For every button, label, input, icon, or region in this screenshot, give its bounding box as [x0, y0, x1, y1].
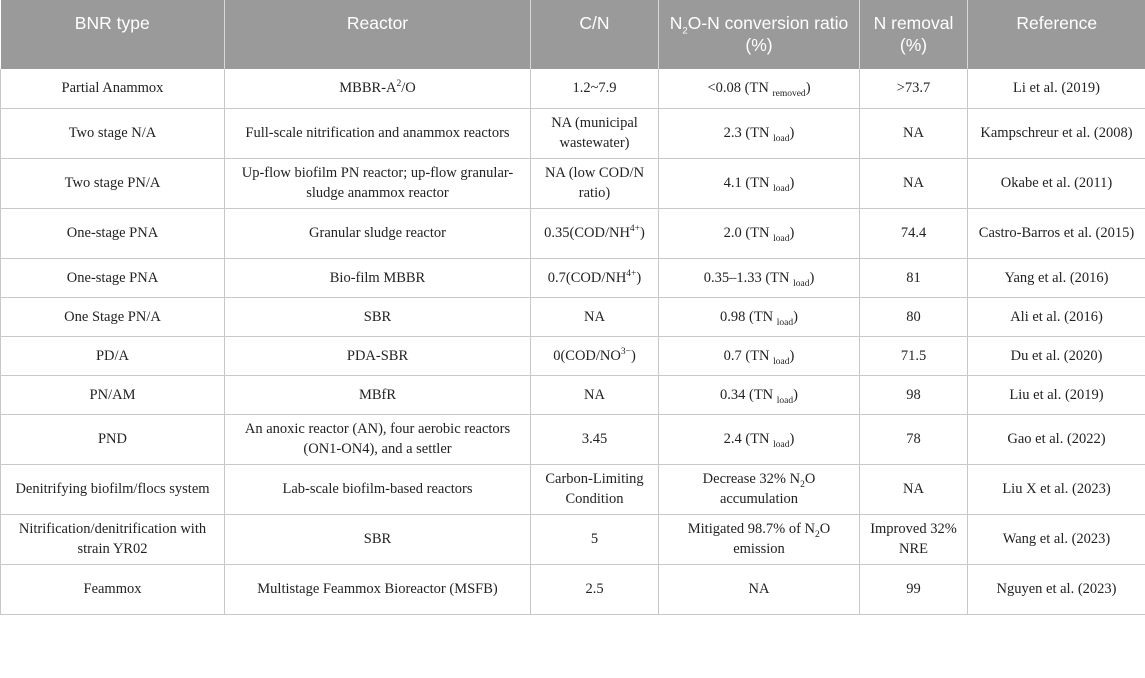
- cell-reference: Wang et al. (2023): [968, 514, 1145, 564]
- cell-reference: Kampschreur et al. (2008): [968, 108, 1145, 158]
- header-cn: C/N: [531, 0, 659, 69]
- cell-reference: Yang et al. (2016): [968, 258, 1145, 297]
- cell-reference: Liu et al. (2019): [968, 375, 1145, 414]
- cell-reference: Liu X et al. (2023): [968, 464, 1145, 514]
- cell-cn: $0.7(COD/NH^{4+})$: [531, 258, 659, 297]
- table-row: [1, 514, 1145, 564]
- cell-bnr-type: Nitrification/denitrification with strain YR02: [1, 514, 225, 564]
- cell-reactor: Granular sludge reactor: [225, 208, 531, 258]
- cell-bnr-type: PN/AM: [1, 375, 225, 414]
- cell-conversion: 2.0 (TN $_{load}$): [659, 208, 860, 258]
- cell-conversion: 4.1 (TN $_{load}$): [659, 158, 860, 208]
- cell-reference: Du et al. (2020): [968, 336, 1145, 375]
- cell-n-removal: 78: [860, 414, 968, 464]
- cell-bnr-type: PND: [1, 414, 225, 464]
- cell-n-removal: 81: [860, 258, 968, 297]
- cell-conversion: <0.08 (TN $_{removed}$): [659, 69, 860, 108]
- cell-conversion: Decrease 32% $N_2O$ accumulation: [659, 464, 860, 514]
- cell-conversion: 0.34 (TN $_{load}$): [659, 375, 860, 414]
- cell-bnr-type: One-stage PNA: [1, 208, 225, 258]
- cell-reactor: Lab-scale biofilm-based reactors: [225, 464, 531, 514]
- cell-n-removal: 98: [860, 375, 968, 414]
- cell-bnr-type: Two stage N/A: [1, 108, 225, 158]
- cell-conversion: 0.98 (TN $_{load}$): [659, 297, 860, 336]
- cell-reference: Castro-Barros et al. (2015): [968, 208, 1145, 258]
- cell-reactor: MBBR-$A^2/O$: [225, 69, 531, 108]
- cell-conversion: 0.35–1.33 (TN $_{load}$): [659, 258, 860, 297]
- cell-reactor: Multistage Feammox Bioreactor (MSFB): [225, 564, 531, 614]
- table-row: [1, 564, 1145, 614]
- table-row: [1, 108, 1145, 158]
- cell-reactor: SBR: [225, 297, 531, 336]
- cell-n-removal: >73.7: [860, 69, 968, 108]
- cell-bnr-type: Feammox: [1, 564, 225, 614]
- cell-n-removal: NA: [860, 464, 968, 514]
- table-row: [1, 336, 1145, 375]
- cell-n-removal: 99: [860, 564, 968, 614]
- table-row: [1, 258, 1145, 297]
- cell-n-removal: 74.4: [860, 208, 968, 258]
- table-row: [1, 69, 1145, 108]
- cell-reactor: Bio-film MBBR: [225, 258, 531, 297]
- cell-cn: NA (low COD/N ratio): [531, 158, 659, 208]
- cell-bnr-type: Denitrifying biofilm/flocs system: [1, 464, 225, 514]
- cell-reference: Ali et al. (2016): [968, 297, 1145, 336]
- cell-bnr-type: One-stage PNA: [1, 258, 225, 297]
- cell-reactor: PDA-SBR: [225, 336, 531, 375]
- cell-conversion: NA: [659, 564, 860, 614]
- cell-reactor: An anoxic reactor (AN), four aerobic reactors (ON1-ON4), and a settler: [225, 414, 531, 464]
- table-row: [1, 464, 1145, 514]
- header-n-removal: N removal (%): [860, 0, 968, 69]
- cell-n-removal: Improved 32% NRE: [860, 514, 968, 564]
- cell-cn: 2.5: [531, 564, 659, 614]
- cell-cn: 1.2~7.9: [531, 69, 659, 108]
- cell-conversion: 0.7 (TN $_{load}$): [659, 336, 860, 375]
- header-reference: Reference: [968, 0, 1145, 69]
- cell-n-removal: 71.5: [860, 336, 968, 375]
- cell-n-removal: 80: [860, 297, 968, 336]
- cell-cn: 3.45: [531, 414, 659, 464]
- cell-bnr-type: One Stage PN/A: [1, 297, 225, 336]
- cell-reference: Gao et al. (2022): [968, 414, 1145, 464]
- header-row: [1, 0, 1145, 69]
- cell-bnr-type: PD/A: [1, 336, 225, 375]
- cell-cn: Carbon-Limiting Condition: [531, 464, 659, 514]
- cell-conversion: 2.4 (TN $_{load}$): [659, 414, 860, 464]
- cell-cn: $0.35(COD/NH^{4+})$: [531, 208, 659, 258]
- table-row: [1, 208, 1145, 258]
- cell-n-removal: NA: [860, 158, 968, 208]
- cell-reactor: Up-flow biofilm PN reactor; up-flow granular-sludge anammox reactor: [225, 158, 531, 208]
- cell-reference: Li et al. (2019): [968, 69, 1145, 108]
- cell-bnr-type: Partial Anammox: [1, 69, 225, 108]
- cell-reactor: SBR: [225, 514, 531, 564]
- cell-cn: $0(COD/NO^{3-})$: [531, 336, 659, 375]
- table-row: [1, 297, 1145, 336]
- cell-cn: 5: [531, 514, 659, 564]
- cell-reference: Nguyen et al. (2023): [968, 564, 1145, 614]
- table-row: [1, 414, 1145, 464]
- table-row: [1, 158, 1145, 208]
- header-bnr-type: BNR type: [1, 0, 225, 69]
- cell-reactor: MBfR: [225, 375, 531, 414]
- cell-cn: NA: [531, 297, 659, 336]
- cell-cn: NA: [531, 375, 659, 414]
- cell-bnr-type: Two stage PN/A: [1, 158, 225, 208]
- cell-reactor: Full-scale nitrification and anammox reactors: [225, 108, 531, 158]
- header-reactor: Reactor: [225, 0, 531, 69]
- cell-reference: Okabe et al. (2011): [968, 158, 1145, 208]
- table-row: [1, 375, 1145, 414]
- cell-conversion: 2.3 (TN $_{load}$): [659, 108, 860, 158]
- cell-n-removal: NA: [860, 108, 968, 158]
- cell-conversion: Mitigated 98.7% of $N_2O$ emission: [659, 514, 860, 564]
- cell-cn: NA (municipal wastewater): [531, 108, 659, 158]
- header-n2o-conversion: $N_2O-N$ conversion ratio (%): [659, 0, 860, 69]
